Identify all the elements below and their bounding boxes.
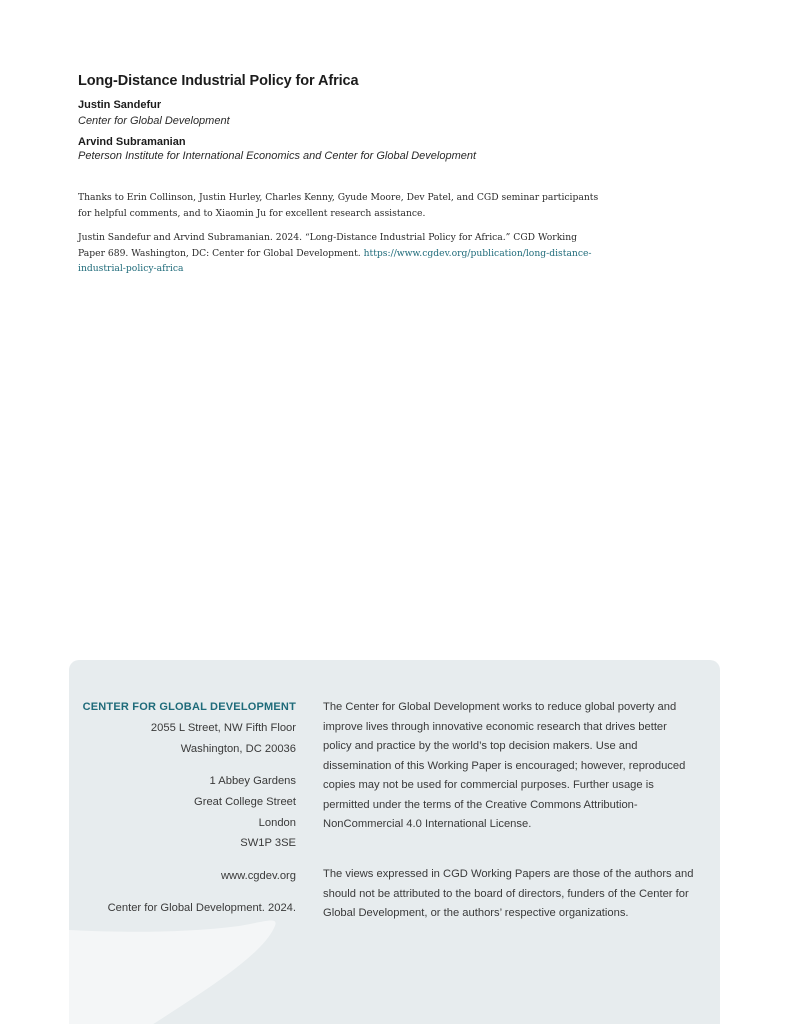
mission-statement: The Center for Global Development works to reduce global poverty and improve lives through innovative economic research that drives better policy and practice by the world’s top decision makers. Use and dissemination of this Working Paper is encouraged; however, reproduced copies may not be used for commercial purposes. Further usage is permitted under the terms of the Creative Commons Attribution-NonCommercial 4.0 International License. bbox=[323, 701, 686, 830]
citation-link[interactable]: https://www.cgdev.org/publication/long-distance- industrial-policy-africa bbox=[78, 247, 592, 274]
citation bbox=[78, 230, 603, 277]
author-affiliation: Peterson Institute for International Economics and Center for Global Development bbox=[78, 150, 477, 162]
author-name: Justin Sandefur bbox=[78, 99, 162, 111]
author-name: Arvind Subramanian bbox=[78, 136, 186, 148]
address-line: Great College Street bbox=[194, 796, 296, 808]
address-line: London bbox=[258, 817, 296, 829]
footer-panel bbox=[69, 660, 720, 1024]
address-line: Washington, DC 20036 bbox=[180, 743, 296, 755]
address-line: 2055 L Street, NW Fifth Floor bbox=[150, 722, 296, 734]
org-name: CENTER FOR GLOBAL DEVELOPMENT bbox=[82, 701, 296, 713]
address-line: 1 Abbey Gardens bbox=[209, 775, 296, 787]
disclaimer: The views expressed in CGD Working Papers are those of the authors and should not be attributed to the board of directors, funders of the Center for Global Development, or the authors’ respective organizations. bbox=[323, 868, 694, 919]
website-link[interactable]: www.cgdev.org bbox=[220, 870, 296, 882]
author-affiliation: Center for Global Development bbox=[78, 115, 230, 127]
address-line: SW1P 3SE bbox=[240, 837, 296, 849]
citation-text: Justin Sandefur and Arvind Subramanian. 2024. “Long-Distance Industrial Policy for Africa.” CGD Working Paper 689. Washington, DC: Center for Global Development. bbox=[78, 232, 577, 259]
copyright: Center for Global Development. 2024. bbox=[107, 902, 296, 914]
acknowledgements: Thanks to Erin Collinson, Justin Hurley, Charles Kenny, Gyude Moore, Dev Patel, and CGD seminar participants for helpful comments, and to Xiaomin Ju for excellent research assistance. bbox=[78, 192, 599, 219]
paper-title: Long-Distance Industrial Policy for Africa bbox=[78, 73, 359, 89]
